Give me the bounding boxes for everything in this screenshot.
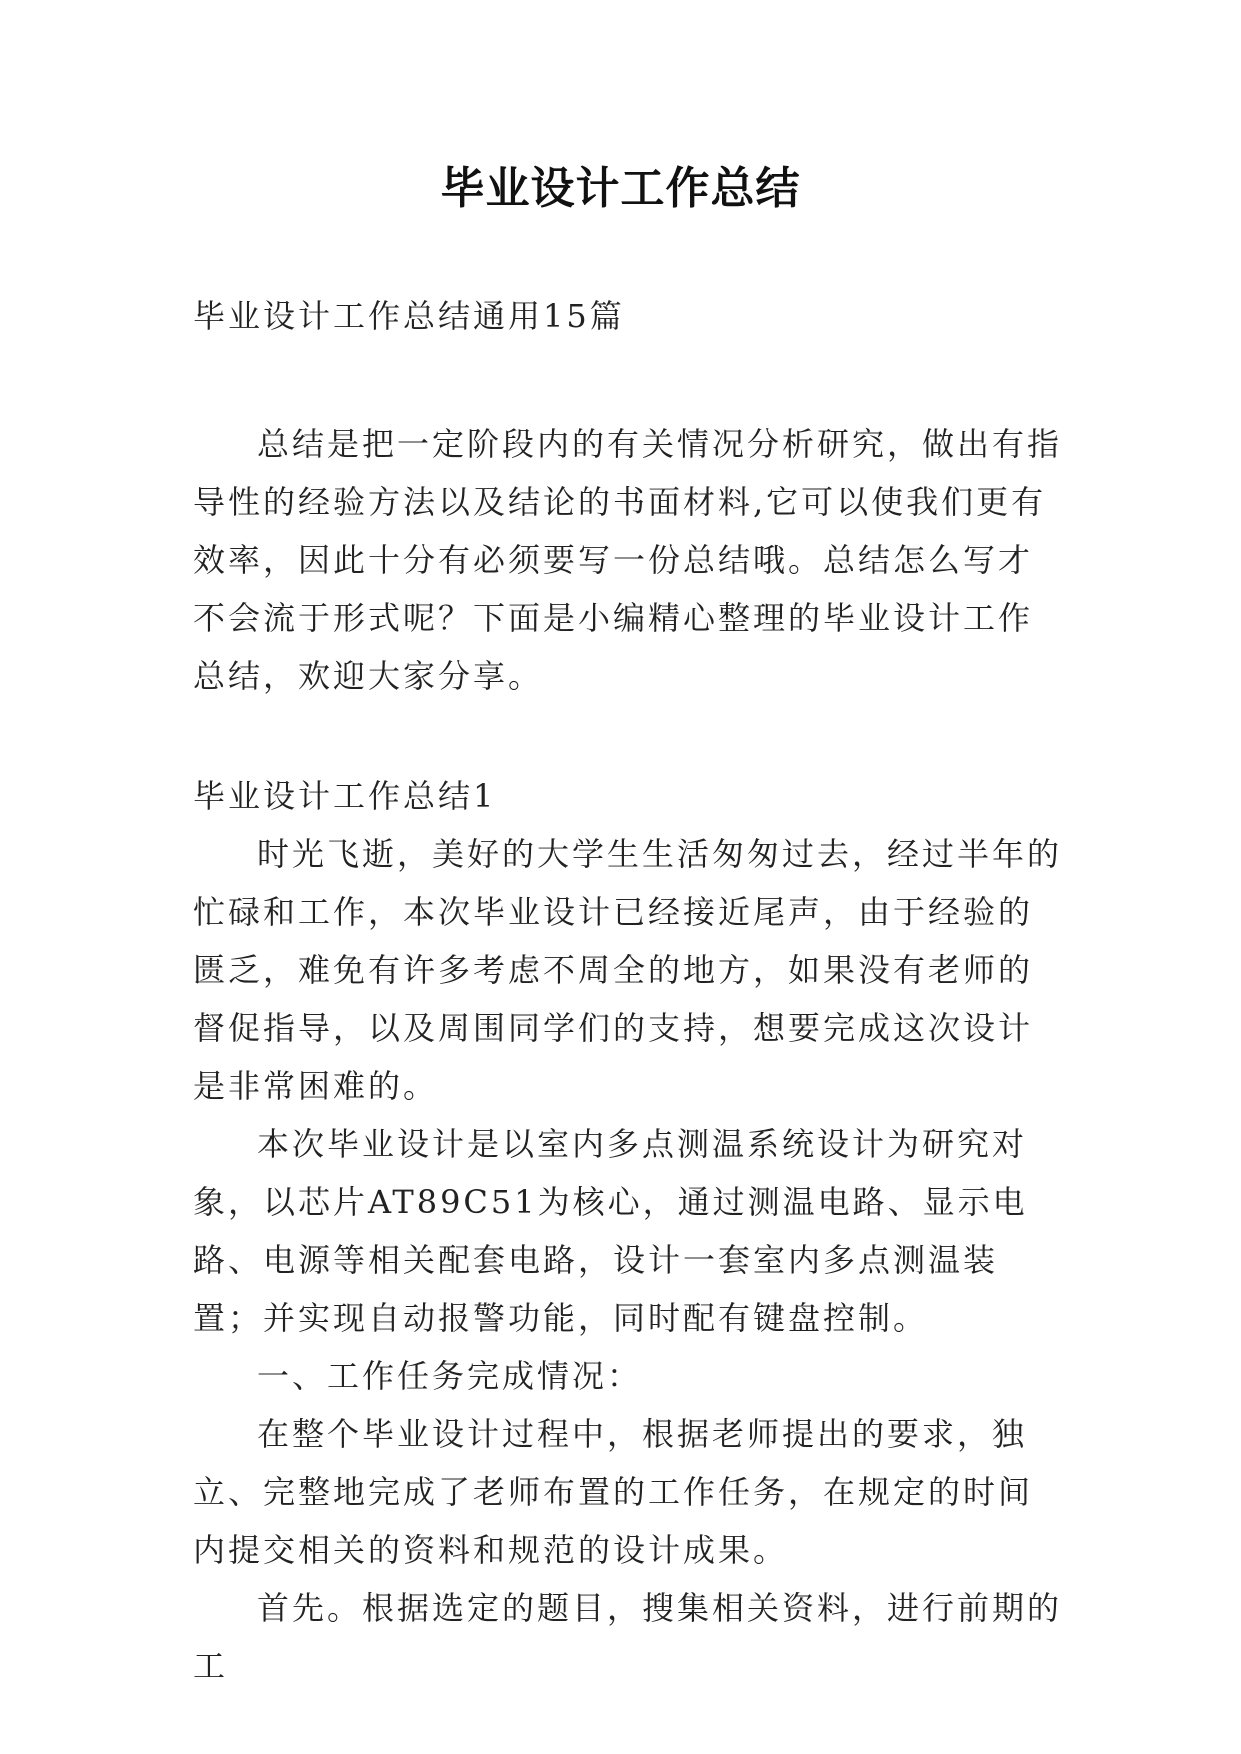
body-paragraph: 在整个毕业设计过程中，根据老师提出的要求，独立、完整地完成了老师布置的工作任务，在规定的时间内提交相关的资料和规范的设计成果。 (193, 1415, 1034, 1569)
document-title: 毕业设计工作总结 (440, 163, 801, 214)
body-paragraph: 首先。根据选定的题目，搜集相关资料，进行前期的工 (193, 1589, 1063, 1685)
body-paragraph: 一、工作任务完成情况： (257, 1357, 643, 1395)
document-subtitle: 毕业设计工作总结通用15篇 (193, 297, 625, 335)
section-heading: 毕业设计工作总结1 (193, 777, 497, 815)
intro-paragraph: 总结是把一定阶段内的有关情况分析研究，做出有指导性的经验方法以及结论的书面材料,它可以使我们更有效率，因此十分有必须要写一份总结哦。总结怎么写才不会流于形式呢？下面是小编精心整理的毕业设计工作总结，欢迎大家分享。 (193, 425, 1063, 695)
body-paragraph: 时光飞逝，美好的大学生生活匆匆过去，经过半年的忙碌和工作，本次毕业设计已经接近尾声，由于经验的匮乏，难免有许多考虑不周全的地方，如果没有老师的督促指导，以及周围同学们的支持，想要完成这次设计是非常困难的。 (193, 835, 1063, 1105)
body-paragraph: 本次毕业设计是以室内多点测温系统设计为研究对象，以芯片AT89C51为核心，通过测温电路、显示电路、电源等相关配套电路，设计一套室内多点测温装置；并实现自动报警功能，同时配有键盘控制。 (193, 1125, 1028, 1337)
document-body (193, 287, 1063, 1695)
